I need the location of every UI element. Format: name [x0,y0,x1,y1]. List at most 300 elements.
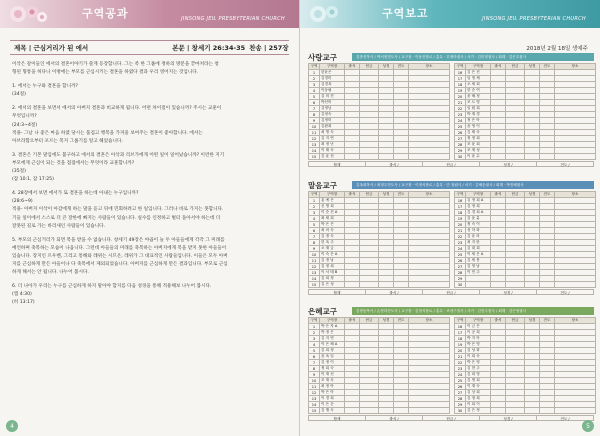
group-number: 28 [455,396,466,402]
entry-cell[interactable] [379,408,394,414]
group-leader: 김 정 희 A [466,198,491,204]
sermon-hymn: 찬송 | 257장 [249,44,289,52]
summary-cell: 성경 / [480,162,537,166]
column-header: 성경 [379,64,394,70]
entry-cell[interactable] [555,408,596,414]
group-number: 15 [309,282,320,288]
lesson-paragraph: (잠 10:1, 잠 17:25) [12,177,54,183]
sermon-header [10,40,289,55]
group-leader: 홍 예 은 [320,198,345,204]
entry-cell[interactable] [379,282,394,288]
entry-cell[interactable] [345,408,360,414]
entry-cell[interactable] [506,154,525,160]
group-number: 27 [455,264,466,270]
group-number: 2 [309,76,320,82]
lesson-paragraph: 기들 일이에서 스스로 더 큰 잘한에 빠지는 사람들이 있습니다. 실수를 인정하고 벌터 돌아서야 하는데 더 [12,215,221,221]
group-leader: 김정숙 [320,112,345,118]
district-staff: 김창동목사 / 손찬하전도사 / 교구장 · 김정석장로 / 총무 · 조성구집사 / 서기 · 김현주집사 / 회계 · 김은영권사 [352,307,594,315]
lesson-paragraph: 3. 결혼은 기본 말입에도 불구하고 에서의 결혼은 아삭과 리브가에게 어떤 일이 일어났습니까? 이런한 지기 [12,152,225,158]
group-leader: 최 정 아 [320,384,345,390]
group-number: 15 [309,408,320,414]
group-leader: 조 재 숙 [320,378,345,384]
group-number: 22 [455,360,466,366]
table-row [455,282,596,288]
group-leader: 김 지 연 [320,336,345,342]
page-number-right: 5 [582,420,594,432]
entry-cell[interactable] [540,154,555,160]
lesson-body [12,61,287,307]
group-leader: 임 원 희 [466,106,491,112]
group-number: 16 [455,198,466,204]
group-number: 7 [309,360,320,366]
group-number: 21 [455,228,466,234]
column-header: 구역장 [320,64,345,70]
sermon-title: 제목 | 근심거리가 된 에서 [14,44,89,52]
group-number: 4 [309,216,320,222]
group-number: 2 [309,330,320,336]
group-leader: 김 대 희 [466,246,491,252]
entry-cell[interactable] [555,154,596,160]
entry-cell[interactable] [409,154,450,160]
district-staff: 김옥희목사 / 최정주전도사 / 교구장 · 이정석장로 / 총무 · 민 정림사 / 서기 · 김혜순권사 / 회계 · 박진혜집사 [352,181,594,189]
group-number: 14 [309,402,320,408]
group-number: 20 [455,222,466,228]
lesson-paragraph: 있습니다. 장지인 르우벤, 그리고 통해와 레위는 시므온, 레위가 그 대표적인 사람들입니다. 이들은 모두 아버 [12,253,228,259]
group-number: 29 [455,402,466,408]
group-number: 5 [309,222,320,228]
group-leader: 정 은 아 [466,118,491,124]
district-name: 은혜교구 [308,306,337,316]
entry-cell[interactable] [360,154,379,160]
group-leader: 윤 혜 정 [466,94,491,100]
group-leader: 김 성 화 [466,348,491,354]
group-number: 20 [455,94,466,100]
district-block [308,180,594,295]
group-leader: 김 은 성 [320,282,345,288]
column-header: 성경 [525,318,540,324]
group-number: 14 [309,148,320,154]
group-leader: 김정미 [320,118,345,124]
group-number: 29 [455,276,466,282]
group-number: 8 [309,112,320,118]
group-number: 1 [309,324,320,330]
group-leader: 성 하 화 [466,228,491,234]
lesson-paragraph: 아브라함으부터 포르는 복지 그룹기를 알고 헤었습니다. [12,138,123,144]
group-number: 4 [309,342,320,348]
lesson-paragraph: 4. 28장에서 보면 에서가 또 결혼을 하는데 아내는 누구입니까? [12,191,139,197]
group-leader: 오 세 희 [466,82,491,88]
group-number: 6 [309,228,320,234]
lesson-banner [0,0,299,28]
group-leader: 김 정 희 [466,204,491,210]
church-name-en: JINSONG JEIL PRESBYTERIAN CHURCH [181,16,285,22]
district-name: 사랑교구 [308,52,337,62]
group-number: 15 [309,154,320,160]
column-header: 전도 [394,192,409,198]
group-number: 22 [455,106,466,112]
group-leader: 이 숙 은 A [320,252,345,258]
group-leader: 박 은 영 [466,342,491,348]
district-header [308,306,594,316]
group-number: 7 [309,234,320,240]
group-number: 3 [309,210,320,216]
group-leader: 최 정 난 [320,142,345,148]
group-leader: 신 명 희 [320,204,345,210]
group-leader: 이 희 숙 [466,354,491,360]
district-summary [308,161,594,167]
group-leader: 김 경 희 A [466,210,491,216]
entry-cell[interactable] [525,408,540,414]
table-row [455,408,596,414]
group-number: 14 [309,276,320,282]
group-number: 8 [309,240,320,246]
group-number: 21 [455,354,466,360]
lesson-paragraph: 하게 해서는 안 됩니다. 나누어 봅시다. [12,270,89,276]
group-number: 24 [455,246,466,252]
group-leader: 이 희 이 [466,402,491,408]
group-number: 23 [455,112,466,118]
column-header: 구역장 [320,192,345,198]
entry-cell[interactable] [394,154,409,160]
group-number: 27 [455,390,466,396]
group-leader: 이 순 진 A [320,210,345,216]
church-name-en: JINSONG JEIL PRESBYTERIAN CHURCH [482,16,586,22]
column-header: 출석 [491,192,506,198]
lesson-paragraph: 2. 에서의 결혼을 보면서 에서의 아버지 결혼과 비교하게 됩니다. 어떤 차이점이 있습니까? 주시는 교훈이 [12,106,222,112]
group-number: 12 [309,390,320,396]
group-leader: 김 정 숙 [320,234,345,240]
column-header: 구역 [309,318,320,324]
group-number: 30 [455,154,466,160]
group-number: 1 [309,70,320,76]
entry-cell[interactable] [409,282,450,288]
lesson-paragraph: (엡 4:30) [12,292,32,298]
group-leader: 김 윤 천 [320,154,345,160]
lesson-paragraph: 이삭은 갈이들인 에서의 결혼이야기가 쓸게 등장합니다. 그는 족 한 그룹에 정하의 방문을 끝마쳐라는 창 [12,62,219,67]
entry-cell[interactable] [555,282,596,288]
district-header [308,180,594,190]
group-number: 21 [455,100,466,106]
group-number: 11 [309,258,320,264]
group-number: 3 [309,336,320,342]
attendance-table [454,63,596,160]
group-number: 26 [455,384,466,390]
group-leader: 이 은 혜 A [320,342,345,348]
lesson-paragraph: (히 13:17) [12,300,35,306]
group-number: 18 [455,82,466,88]
group-leader: 박 지 아 [466,336,491,342]
district-header [308,52,594,62]
group-leader: 김 윤 분 [466,216,491,222]
group-leader: 김 세 봉 [466,258,491,264]
column-header: 구역 [455,192,466,198]
group-number: 13 [309,396,320,402]
group-leader: 김영님 [320,106,345,112]
group-number: 1 [309,198,320,204]
group-leader: 오 재 금 [320,246,345,252]
lesson-paragraph: 부모에게 근심이 되는 것을 접접에서는 무엇이라 교훈합니까? [12,160,135,166]
group-leader: 이 서 태 B [320,270,345,276]
group-leader: 정 정 희 [466,136,491,142]
district-summary [308,289,594,295]
column-header: 장소 [555,318,596,324]
group-leader: 박 은 은 [320,222,345,228]
lesson-paragraph: 5. 부모의 근심거리가 되면 복을 받을 수 없습니다. 창세기 49장은 야곱이 늘 두 아들들에게 각각 그 미래를 [12,237,225,243]
group-number: 17 [455,330,466,336]
group-number: 29 [455,148,466,154]
entry-cell[interactable] [394,282,409,288]
group-leader: 김 정 희 [466,396,491,402]
group-leader: 최 의 숙 [320,228,345,234]
column-header: 출석 [491,64,506,70]
lesson-paragraph: 잘못된 길로 가는 바리새인 사람들이 있습니다. [12,223,106,229]
group-number: 30 [455,408,466,414]
group-leader: 박 은 아 [320,390,345,396]
attendance-table [308,317,450,414]
sermon-scripture: 본문 | 창세기 26:34-35 [172,44,246,52]
group-leader: 김 희 영 [466,372,491,378]
group-number: 19 [455,342,466,348]
group-number: 28 [455,270,466,276]
group-leader: 김 명 희 [466,378,491,384]
group-leader: 윤 옥 임 [320,354,345,360]
group-number: 19 [455,216,466,222]
summary-cell: 합계 [309,162,366,166]
group-leader: 김 정 남 [320,258,345,264]
column-header: 구역 [309,192,320,198]
group-leader: 이동필 [320,88,345,94]
district-block [308,306,594,421]
group-number: 9 [309,372,320,378]
group-leader: 최 명 숙 [320,130,345,136]
column-header: 성경 [525,192,540,198]
group-number: 6 [309,354,320,360]
table-row [455,154,596,160]
column-header: 출석 [345,318,360,324]
attendance-table [308,191,450,288]
entry-cell[interactable] [506,282,525,288]
entry-cell[interactable] [506,408,525,414]
entry-cell[interactable] [345,154,360,160]
group-number: 13 [309,270,320,276]
lesson-paragraph: 형된 형통을 허다니 이방에는 부모를 근심시키는 결혼을 하였다 결과 우리 영어지는 것입니다. [12,70,199,76]
column-header: 헌금 [506,192,525,198]
entry-cell[interactable] [540,408,555,414]
group-leader: 김 현 주 [466,366,491,372]
attendance-table [454,191,596,288]
column-header: 전도 [540,64,555,70]
group-leader: 조 재 성 [466,148,491,154]
report-page [300,0,600,436]
entry-cell[interactable] [379,154,394,160]
summary-cell: 성경 / [480,290,537,294]
group-number: 26 [455,130,466,136]
group-leader: 김 정 희 [320,264,345,270]
column-header: 장소 [555,64,596,70]
entry-cell[interactable] [360,282,379,288]
column-header: 구역장 [466,64,491,70]
group-leader: 박 재 경 [466,112,491,118]
district-name: 말음교구 [308,180,337,190]
entry-cell[interactable] [394,408,409,414]
district-block [308,52,594,167]
group-leader: 김 미 진 [320,94,345,100]
group-leader: 정 숙 이 [466,222,491,228]
column-header: 출석 [345,64,360,70]
group-number: 18 [455,336,466,342]
group-leader: 이 태 숙 [320,148,345,154]
group-number: 6 [309,100,320,106]
group-leader: 임 영 제 [466,76,491,82]
column-header: 장소 [555,192,596,198]
group-number: 23 [455,240,466,246]
summary-cell: 헌금 / [423,290,480,294]
column-header: 성경 [379,192,394,198]
column-header: 구역장 [466,318,491,324]
group-number: 30 [455,282,466,288]
column-header: 전도 [394,318,409,324]
group-leader: 이 재 숙 [466,384,491,390]
group-leader: 김 은 정 [466,408,491,414]
group-number: 7 [309,106,320,112]
report-title: 구역보고 [382,7,429,20]
group-leader: 박 정 은 [320,330,345,336]
lesson-paragraph: 무엇입니까? [12,114,37,120]
group-leader: 박선미 [320,100,345,106]
group-leader: 김 상 희 [466,390,491,396]
column-header: 헌금 [360,318,379,324]
column-header: 구역장 [466,192,491,198]
group-number: 23 [455,366,466,372]
group-number: 28 [455,142,466,148]
group-leader: 김 영 남 [466,264,491,270]
group-leader: 조 도 영 [466,100,491,106]
group-number: 25 [455,378,466,384]
group-number: 26 [455,258,466,264]
lesson-paragraph: 6. 더 나아가 우리는 누구를 근심하게 하지 말아야 합지를 다음 성경을 통해 적용해보 나누어 봅시다. [12,284,212,290]
lesson-paragraph: 1. 에서는 누구와 결혼을 합니까? [12,84,78,90]
group-leader: 김 은 진 [466,70,491,76]
group-number: 16 [455,324,466,330]
group-leader: 박 은 자 A [320,324,345,330]
group-number: 11 [309,130,320,136]
group-leader: 김 희 정 [320,348,345,354]
district-summary [308,415,594,421]
group-leader: 정 희 숙 [320,366,345,372]
group-leader: 이 민 주 [466,270,491,276]
column-header: 출석 [345,192,360,198]
group-leader: 이 경 희 [320,396,345,402]
report-date: 2018년 2월 18일 생예주 [526,46,588,52]
table-row [309,408,450,414]
summary-cell: 전도 / [560,291,570,295]
attendance-table [308,63,450,160]
group-leader: 최 지 란 [466,240,491,246]
column-header: 성경 [525,64,540,70]
entry-cell[interactable] [491,154,506,160]
summary-cell: 성경 / [480,416,537,420]
flower-icon [306,2,350,26]
column-header: 구역 [455,64,466,70]
group-leader: 이 공 희 [466,330,491,336]
group-number: 5 [309,348,320,354]
column-header: 헌금 [360,64,379,70]
entry-cell[interactable] [491,408,506,414]
group-leader: 한 옥 주 [320,240,345,246]
entry-cell[interactable] [409,408,450,414]
column-header: 헌금 [360,192,379,198]
entry-cell[interactable] [345,282,360,288]
group-leader: 김 태 숙 [466,130,491,136]
group-leader: 박 은 영 [466,360,491,366]
table-row [309,154,450,160]
column-header: 헌금 [506,64,525,70]
summary-cell: 전도 / [560,163,570,167]
group-leader: 이 세 은 A [466,252,491,258]
column-header: 구역장 [320,318,345,324]
lesson-paragraph: (35절) [12,169,26,175]
group-leader: 조 윤 희 [466,142,491,148]
summary-cell: 합계 [309,416,366,420]
group-leader: 김경미 [320,76,345,82]
group-number: 10 [309,252,320,258]
group-number: 4 [309,88,320,94]
group-number: 3 [309,82,320,88]
entry-cell[interactable] [525,154,540,160]
column-header: 장소 [409,192,450,198]
page-number-left: 4 [6,420,18,432]
column-header: 출석 [491,318,506,324]
entry-cell[interactable] [525,282,540,288]
column-header: 전도 [394,64,409,70]
summary-cell: 합계 [309,290,366,294]
district-staff: 김종진목사 / 박서정전도사 / 교구장 · 이동진장로 / 총무 · 우정아권사 / 서기 · 김미정권사 / 회계 · 김은주집사 [352,53,594,61]
group-number: 10 [309,378,320,384]
group-number: 8 [309,366,320,372]
group-number: 2 [309,204,320,210]
summary-cell: 헌금 / [423,162,480,166]
attendance-table [454,317,596,414]
group-number: 9 [309,118,320,124]
group-number: 16 [455,70,466,76]
column-header: 전도 [540,318,555,324]
group-leader: 이 윤 수 [466,154,491,160]
group-leader: 김완희 [320,124,345,130]
table-row [309,282,450,288]
column-header: 성경 [379,318,394,324]
group-leader: 이 은 순 [320,402,345,408]
group-number: 18 [455,210,466,216]
group-leader: 김 행 숙 [320,408,345,414]
group-number: 19 [455,88,466,94]
lesson-paragraph: (28:6~9) [12,199,33,205]
entry-cell[interactable] [491,282,506,288]
entry-cell[interactable] [360,408,379,414]
flower-icon [6,2,50,26]
lesson-title: 구역공과 [82,7,129,20]
summary-cell: 출석 / [366,416,423,420]
entry-cell[interactable] [540,282,555,288]
column-header: 장소 [409,318,450,324]
lesson-paragraph: 지를 근심하게 만든 아들이나 다 축복에서 제외되었습니다. 아버지를 근심하게 만든 결과입니다. 부모로 근심 [12,261,228,267]
column-header: 구역 [309,64,320,70]
column-header: 장소 [409,64,450,70]
group-number: 25 [455,124,466,130]
group-leader: 최 세 희 [320,216,345,222]
group-number: 13 [309,142,320,148]
group-leader: 윤 영 이 [466,124,491,130]
group-number: 24 [455,372,466,378]
